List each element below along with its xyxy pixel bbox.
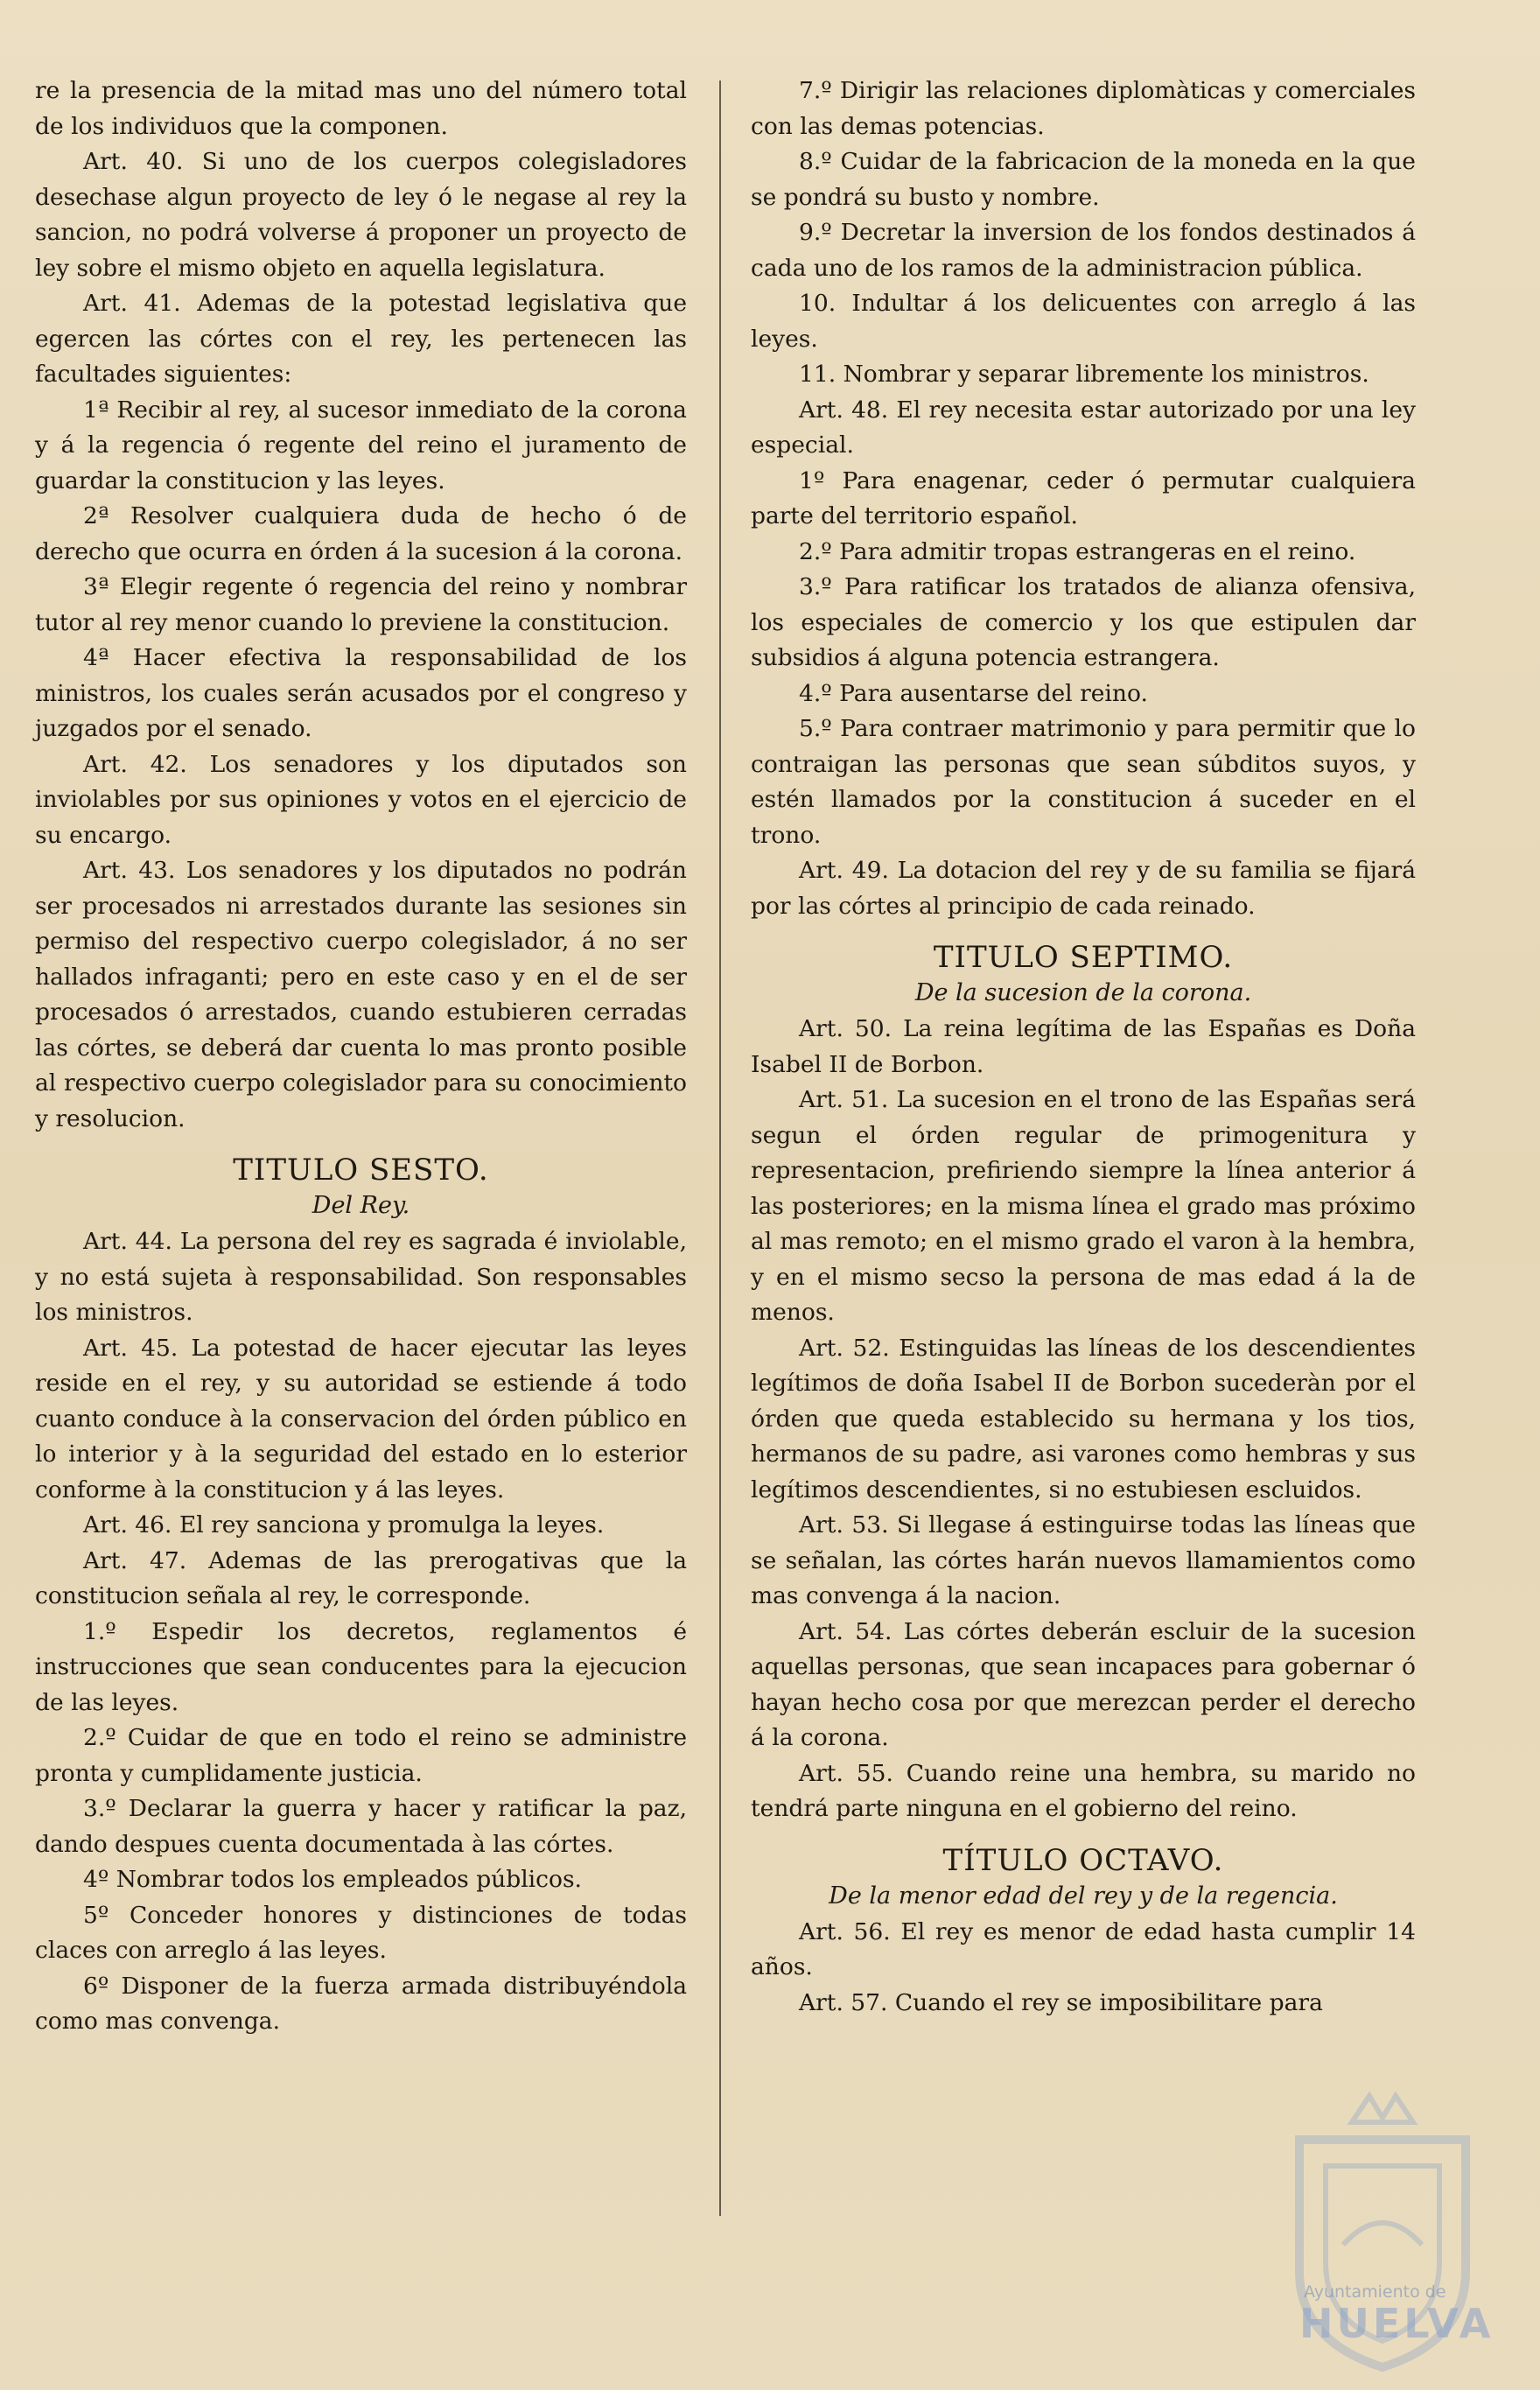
list-item: 1ª Recibir al rey, al sucesor inmediato de la corona y á la regencia ó regente del reino el juramento de guardar la constitucion y las leyes.	[35, 396, 687, 494]
section-title: TITULO SEPTIMO.	[933, 940, 1234, 975]
list-item: 10. Indultar á los delicuentes con arreglo á las leyes.	[751, 290, 1416, 353]
right-column	[751, 74, 1416, 2021]
list-item: 2.º Cuidar de que en todo el reino se administre pronta y cumplidamente justicia.	[35, 1724, 687, 1787]
article-48: Art. 48. El rey necesita estar autorizado por una ley especial.	[751, 396, 1416, 459]
section-subtitle: De la menor edad del rey y de la regencia.	[829, 1882, 1338, 1910]
section-title: TITULO SESTO.	[233, 1153, 489, 1188]
article-56: Art. 56. El rey es menor de edad hasta cumplir 14 años.	[751, 1917, 1416, 1980]
article-43: Art. 43. Los senadores y los diputados no podrán ser procesados ni arrestados durante las sesiones sin permiso del respectivo cuerpo colegislador, á no ser hallados infraganti; pero en este caso y en el de ser procesados ó arrestados, cuando estubieren cerradas las córtes, se deberá dar cuenta lo mas pronto posible al respectivo cuerpo colegislador para su conocimiento y resolucion.	[35, 857, 687, 1132]
list-item: 2.º Para admitir tropas estrangeras en el reino.	[799, 537, 1356, 565]
article-57: Art. 57. Cuando el rey se imposibilitare para	[799, 1988, 1323, 2016]
list-item: 3ª Elegir regente ó regencia del reino y nombrar tutor al rey menor cuando lo previene la constitucion.	[35, 573, 687, 636]
article-53: Art. 53. Si llegase á estinguirse todas las líneas que se señalan, las córtes harán nuevos llamamientos como mas convenga á la nacion.	[751, 1511, 1416, 1609]
list-item: 11. Nombrar y separar libremente los ministros.	[799, 361, 1369, 388]
article-55: Art. 55. Cuando reine una hembra, su marido no tendrá parte ninguna en el gobierno del reino.	[751, 1759, 1416, 1822]
list-item: 4ª Hacer efectiva la responsabilidad de los ministros, los cuales serán acusados por el congreso y juzgados por el senado.	[35, 644, 687, 742]
article-44: Art. 44. La persona del rey es sagrada é inviolable, y no está sujeta à responsabilidad. Son responsables los ministros.	[35, 1228, 687, 1326]
left-column	[35, 74, 687, 2040]
list-item: 8.º Cuidar de la fabricacion de la moneda en la que se pondrá su busto y nombre.	[751, 148, 1416, 211]
list-item: 6º Disponer de la fuerza armada distribuyéndola como mas convenga.	[35, 1972, 687, 2035]
list-item: 5.º Para contraer matrimonio y para permitir que lo contraigan las personas que sean súbditos suyos, y estén llamados por la constitucion á suceder en el trono.	[751, 715, 1416, 849]
section-subtitle: Del Rey.	[312, 1192, 410, 1219]
section-title: TÍTULO OCTAVO.	[942, 1842, 1224, 1878]
list-item: 5º Conceder honores y distinciones de todas claces con arreglo á las leyes.	[35, 1901, 687, 1964]
list-item: 1º Para enagenar, ceder ó permutar cualquiera parte del territorio español.	[751, 466, 1416, 529]
article-41: Art. 41. Ademas de la potestad legislativa que egercen las córtes con el rey, les pertenecen las facultades siguientes:	[35, 290, 687, 388]
list-item: 2ª Resolver cualquiera duda de hecho ó de derecho que ocurra en órden á la sucesion á la corona.	[35, 502, 687, 565]
column-divider	[719, 81, 721, 2216]
list-item: 3.º Declarar la guerra y hacer y ratificar la paz, dando despues cuenta documentada à las córtes.	[35, 1795, 687, 1858]
article-47: Art. 47. Ademas de las prerogativas que la constitucion señala al rey, le corresponde.	[35, 1546, 687, 1609]
article-51: Art. 51. La sucesion en el trono de las Españas será segun el órden regular de primogenitura y representacion, prefiriendo siempre la línea anterior á las posteriores; en la misma línea el grado mas próximo al mas remoto; en el mismo grado el varon à la hembra, y en el mismo secso la persona de mas edad á la de menos.	[751, 1086, 1416, 1326]
article-46: Art. 46. El rey sanciona y promulga la leyes.	[83, 1511, 605, 1538]
article-50: Art. 50. La reina legítima de las Españas es Doña Isabel II de Borbon.	[751, 1015, 1416, 1078]
watermark-text: Ayuntamiento de	[1304, 2282, 1446, 2302]
article-40: Art. 40. Si uno de los cuerpos colegisladores desechase algun proyecto de ley ó le negase al rey la sancion, no podrá volverse á proponer un proyecto de ley sobre el mismo objeto en aquella legislatura.	[35, 148, 687, 282]
list-item: 1.º Espedir los decretos, reglamentos é instrucciones que sean conducentes para la ejecucion de las leyes.	[35, 1617, 687, 1716]
list-item: 4.º Para ausentarse del reino.	[799, 679, 1148, 707]
section-subtitle: De la sucesion de la corona.	[914, 979, 1252, 1006]
article-52: Art. 52. Estinguidas las líneas de los descendientes legítimos de doña Isabel II de Borbon sucederàn por el órden que queda establecido su hermana y los tios, hermanos de su padre, asi varones como hembras y sus legítimos descendientes, si no estubiesen escluidos.	[751, 1334, 1416, 1503]
list-item: 9.º Decretar la inversion de los fondos destinados á cada uno de los ramos de la administracion pública.	[751, 219, 1416, 282]
list-item: 4º Nombrar todos los empleados públicos.	[83, 1866, 582, 1893]
article-49: Art. 49. La dotacion del rey y de su familia se fijará por las córtes al principio de cada reinado.	[751, 857, 1416, 920]
watermark-title: HUELVA	[1299, 2300, 1494, 2347]
list-item: 3.º Para ratificar los tratados de alianza ofensiva, los especiales de comercio y los que estipulen dar subsidios á alguna potencia estrangera.	[751, 573, 1416, 671]
list-item: 7.º Dirigir las relaciones diplomàticas y comerciales con las demas potencias.	[751, 77, 1416, 140]
article-45: Art. 45. La potestad de hacer ejecutar las leyes reside en el rey, y su autoridad se estiende á todo cuanto conduce à la conservacion del órden público en lo interior y à la seguridad del estado en lo esterior conforme à la constitucion y á las leyes.	[35, 1334, 687, 1503]
article-54: Art. 54. Las córtes deberán escluir de la sucesion aquellas personas, que sean incapaces para gobernar ó hayan hecho cosa por que merezcan perder el derecho á la corona.	[751, 1617, 1416, 1751]
article-42: Art. 42. Los senadores y los diputados son inviolables por sus opiniones y votos en el ejercicio de su encargo.	[35, 750, 687, 849]
paragraph: re la presencia de la mitad mas uno del número total de los individuos que la componen.	[35, 77, 687, 140]
